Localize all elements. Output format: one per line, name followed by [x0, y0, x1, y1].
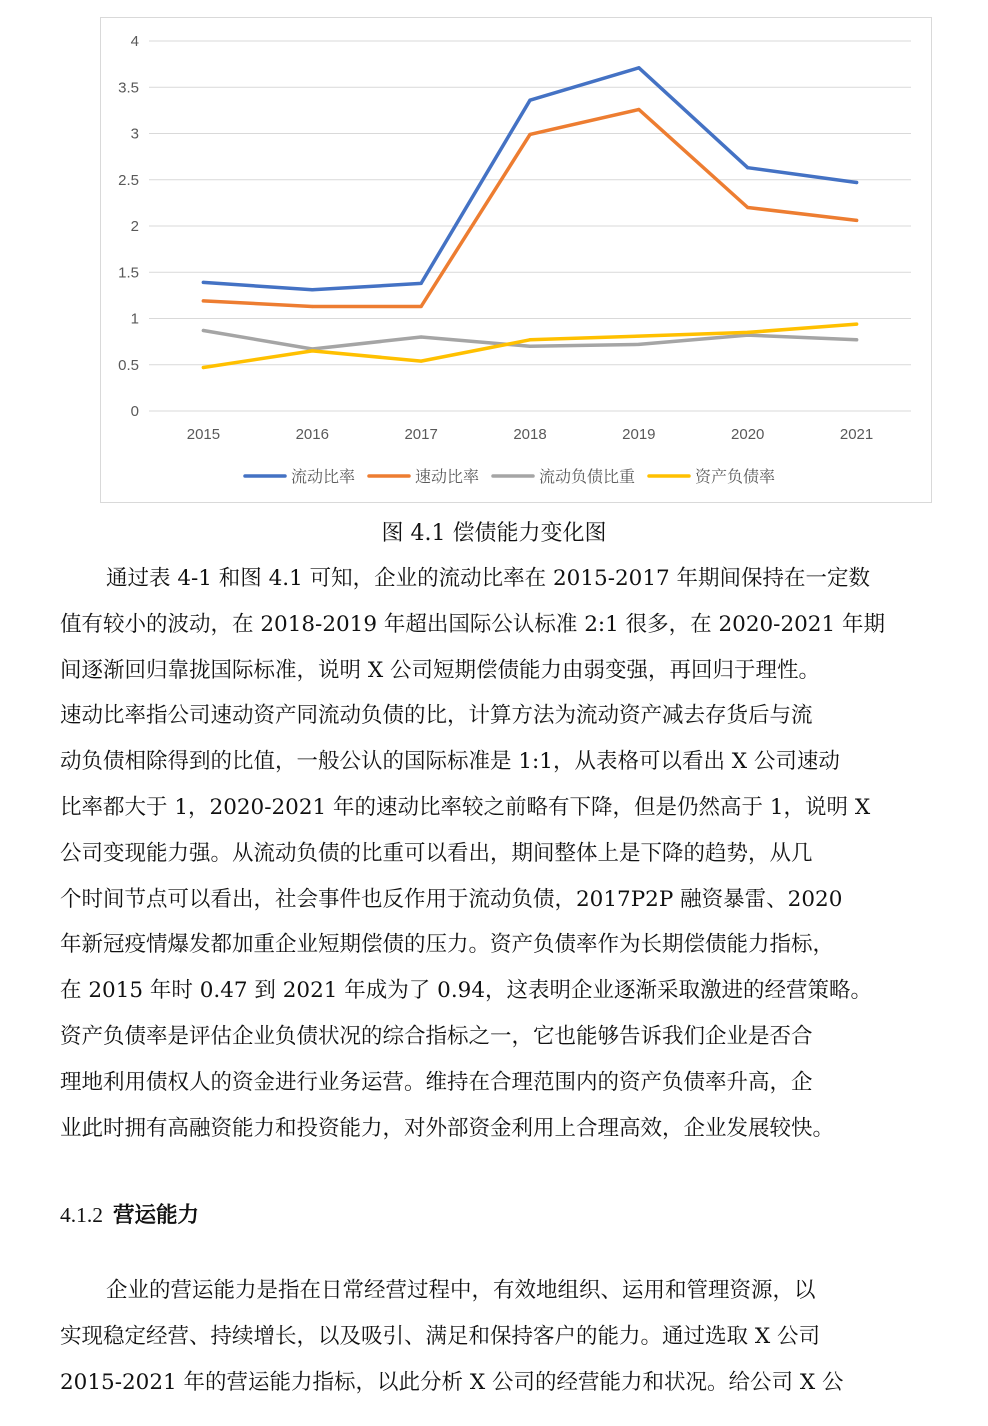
- paragraph-line: 实现稳定经营、持续增长，以及吸引、满足和保持客户的能力。通过选取 X 公司: [60, 1323, 820, 1349]
- x-tick-label: 2020: [731, 426, 765, 443]
- chart-frame: [100, 17, 932, 503]
- data-point: [637, 108, 640, 111]
- paragraph-line: 资产负债率是评估企业负债状况的综合指标之一，它也能够告诉我们企业是否合: [60, 1023, 813, 1049]
- section-heading: [60, 1198, 199, 1229]
- y-tick-label: 1.5: [118, 264, 139, 282]
- y-tick-label: 2: [130, 218, 139, 235]
- data-point: [311, 288, 314, 291]
- data-point: [637, 334, 640, 337]
- x-tick-label: 2017: [404, 426, 438, 443]
- legend-label: 资产负债率: [695, 469, 776, 486]
- paragraph-line: 值有较小的波动，在 2018-2019 年超出国际公认标准 2:1 很多，在 2020-2021 年期: [60, 611, 886, 637]
- section-number: 4.1.2: [60, 1203, 103, 1227]
- data-point: [420, 305, 423, 308]
- paragraph-line: 通过表 4-1 和图 4.1 可知，企业的流动比率在 2015-2017 年期间保持在一定数: [106, 566, 871, 591]
- data-point: [746, 331, 749, 334]
- data-point: [855, 181, 858, 184]
- data-point: [855, 219, 858, 222]
- data-point: [311, 305, 314, 308]
- y-tick-label: 2.5: [118, 171, 139, 189]
- data-point: [746, 206, 749, 209]
- data-point: [420, 335, 423, 338]
- x-tick-label: 2016: [295, 426, 329, 443]
- data-point: [637, 66, 640, 69]
- y-tick-label: 1: [130, 310, 139, 328]
- data-point: [420, 282, 423, 285]
- data-point: [202, 329, 205, 332]
- x-tick-label: 2018: [513, 426, 547, 443]
- x-tick-label: 2021: [839, 426, 874, 443]
- x-tick-label: 2015: [186, 426, 221, 443]
- line-chart: [101, 18, 933, 504]
- paragraph-operations: [60, 1268, 910, 1405]
- legend-label: 流动比率: [291, 469, 356, 486]
- y-tick-label: 0: [130, 403, 139, 420]
- paragraph-line: 年新冠疫情爆发都加重企业短期偿债的压力。资产负债率作为长期偿债能力指标，: [60, 932, 835, 958]
- paragraph-line: 业此时拥有高融资能力和投资能力，对外部资金利用上合理高效，企业发展较快。: [60, 1115, 835, 1141]
- paragraph-line: 速动比率指公司速动资产同流动负债的比，计算方法为流动资产减去存货后与流: [60, 703, 813, 729]
- paragraph-line: 理地利用债权人的资金进行业务运营。维持在合理范围内的资产负债率升高，企: [60, 1069, 813, 1095]
- paragraph-analysis: [60, 556, 910, 1151]
- data-point: [528, 99, 531, 102]
- data-point: [202, 299, 205, 302]
- paragraph-line: 间逐渐回归靠拢国际标准，说明 X 公司短期偿债能力由弱变强，再回归于理性。: [60, 657, 820, 683]
- data-point: [420, 359, 423, 362]
- data-point: [637, 343, 640, 346]
- data-point: [311, 349, 314, 352]
- data-point: [855, 322, 858, 325]
- figure-caption: 图 4.1 偿债能力变化图: [381, 521, 607, 546]
- y-tick-label: 0.5: [118, 356, 139, 374]
- series-line-2: [203, 110, 856, 307]
- paragraph-line: 在 2015 年时 0.47 到 2021 年成为了 0.94，这表明企业逐渐采取激进的经营策略。: [60, 978, 873, 1004]
- paragraph-line: 2015-2021 年的营运能力指标，以此分析 X 公司的经营能力和状况。给公司 X 公: [60, 1369, 844, 1395]
- section-title: 营运能力: [113, 1203, 200, 1228]
- paragraph-line: 比率都大于 1，2020-2021 年的速动比率较之前略有下降，但是仍然高于 1，说明 X: [60, 794, 871, 820]
- y-tick-label: 3: [130, 125, 139, 143]
- data-point: [528, 133, 531, 136]
- y-tick-label: 4: [130, 33, 139, 50]
- data-point: [855, 338, 858, 341]
- legend-label: 流动负债比重: [539, 469, 636, 486]
- data-point: [746, 166, 749, 169]
- paragraph-line: 动负债相除得到的比值，一般公认的国际标准是 1:1，从表格可以看出 X 公司速动: [60, 749, 840, 775]
- data-point: [528, 345, 531, 348]
- y-tick-label: 3.5: [118, 79, 139, 97]
- legend-label: 速动比率: [415, 469, 480, 486]
- data-point: [528, 338, 531, 341]
- x-tick-label: 2019: [622, 426, 656, 443]
- paragraph-line: 公司变现能力强。从流动负债的比重可以看出，期间整体上是下降的趋势，从几: [60, 840, 813, 866]
- paragraph-line: 企业的营运能力是指在日常经营过程中，有效地组织、运用和管理资源，以: [106, 1278, 816, 1303]
- paragraph-line: 个时间节点可以看出，社会事件也反作用于流动负债，2017P2P 融资暴雷、2020: [60, 886, 843, 912]
- data-point: [202, 366, 205, 369]
- data-point: [202, 281, 205, 284]
